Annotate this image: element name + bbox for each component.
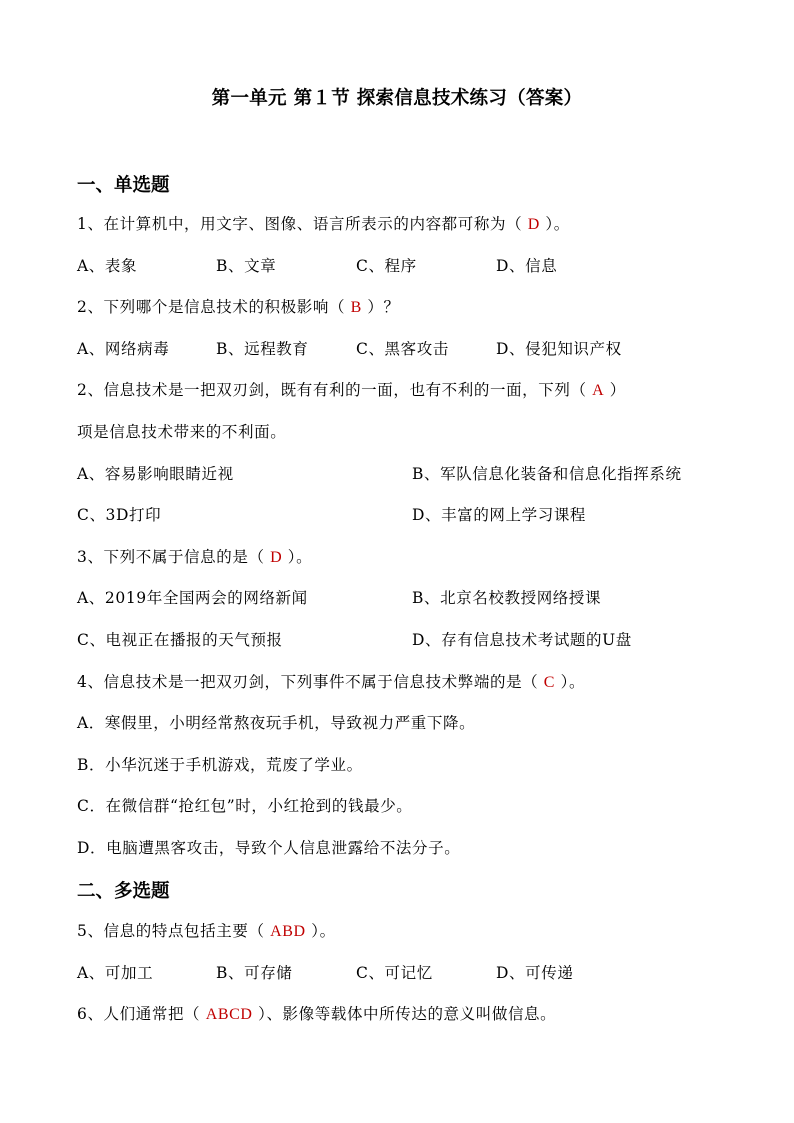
question-text-end: ）。 — [555, 673, 586, 691]
answer: B — [350, 299, 362, 316]
question-text-end: ）。 — [282, 548, 313, 566]
answer: A — [592, 382, 605, 399]
question-text-end: ）。 — [539, 215, 570, 233]
question-text: 2、信息技术是一把双刃剑，既有有利的一面，也有不利的一面，下列（ — [77, 381, 593, 399]
question-6 — [77, 1002, 556, 1024]
question-text: 5、信息的特点包括主要（ — [77, 922, 271, 940]
question-5 — [77, 919, 336, 941]
question-text-end: ）、影像等载体中所传达的意义叫做信息。 — [252, 1005, 557, 1023]
q4-option-c: C．在微信群“抢红包”时，小红抢到的钱最少。 — [77, 797, 413, 815]
question-2b — [77, 378, 626, 400]
q2b-option-b: B、军队信息化装备和信息化指挥系统 — [412, 465, 682, 483]
q4-option-d: D．电脑遭黑客攻击，导致个人信息泄露给不法分子。 — [77, 839, 461, 857]
q5-option-c: C、可记忆 — [356, 964, 433, 982]
q4-option-a: A．寒假里，小明经常熬夜玩手机，导致视力严重下降。 — [77, 714, 476, 732]
page-title: 第一单元 第１节 探索信息技术练习（答案） — [211, 88, 583, 109]
question-text: 1、在计算机中，用文字、图像、语言所表示的内容都可称为（ — [77, 215, 528, 233]
answer: D — [527, 216, 540, 233]
answer: C — [543, 674, 556, 691]
q4-option-b: B．小华沉迷于手机游戏，荒废了学业。 — [77, 756, 363, 774]
q5-option-b: B、可存储 — [216, 964, 293, 982]
answer: D — [270, 549, 283, 566]
q1-option-d: D、信息 — [496, 257, 558, 275]
q2-option-c: C、黑客攻击 — [356, 340, 449, 358]
q2-option-d: D、侵犯知识产权 — [496, 340, 622, 358]
question-text: 3、下列不属于信息的是（ — [77, 548, 271, 566]
question-2 — [77, 295, 400, 317]
question-text-end: ） — [604, 381, 626, 399]
q3-option-b: B、北京名校教授网络授课 — [412, 589, 602, 607]
q3-option-d: D、存有信息技术考试题的U盘 — [412, 631, 632, 649]
section-heading-single-choice: 一、单选题 — [77, 175, 170, 196]
q2b-option-d: D、丰富的网上学习课程 — [412, 506, 587, 524]
q1-option-b: B、文章 — [216, 257, 277, 275]
question-3 — [77, 545, 312, 567]
q3-option-a: A、2019年全国两会的网络新闻 — [77, 589, 308, 607]
question-text-end: ）。 — [305, 922, 336, 940]
q2b-option-c: C、3D打印 — [77, 506, 162, 524]
q1-option-c: C、程序 — [356, 257, 417, 275]
question-text-end: ）？ — [361, 298, 400, 316]
section-heading-multi-choice: 二、多选题 — [77, 881, 170, 902]
q2-option-a: A、网络病毒 — [77, 340, 170, 358]
answer: ABCD — [205, 1006, 253, 1023]
question-2b-continued: 项是信息技术带来的不利面。 — [77, 423, 287, 441]
q2b-option-a: A、容易影响眼睛近视 — [77, 465, 234, 483]
question-1 — [77, 212, 570, 234]
question-4 — [77, 670, 585, 692]
q5-option-d: D、可传递 — [496, 964, 574, 982]
answer: ABD — [270, 923, 306, 940]
question-text: 2、下列哪个是信息技术的积极影响（ — [77, 298, 351, 316]
question-text: 4、信息技术是一把双刃剑，下列事件不属于信息技术弊端的是（ — [77, 673, 544, 691]
question-text: 6、人们通常把（ — [77, 1005, 206, 1023]
q2-option-b: B、远程教育 — [216, 340, 309, 358]
q3-option-c: C、电视正在播报的天气预报 — [77, 631, 283, 649]
q5-option-a: A、可加工 — [77, 964, 154, 982]
q1-option-a: A、表象 — [77, 257, 138, 275]
